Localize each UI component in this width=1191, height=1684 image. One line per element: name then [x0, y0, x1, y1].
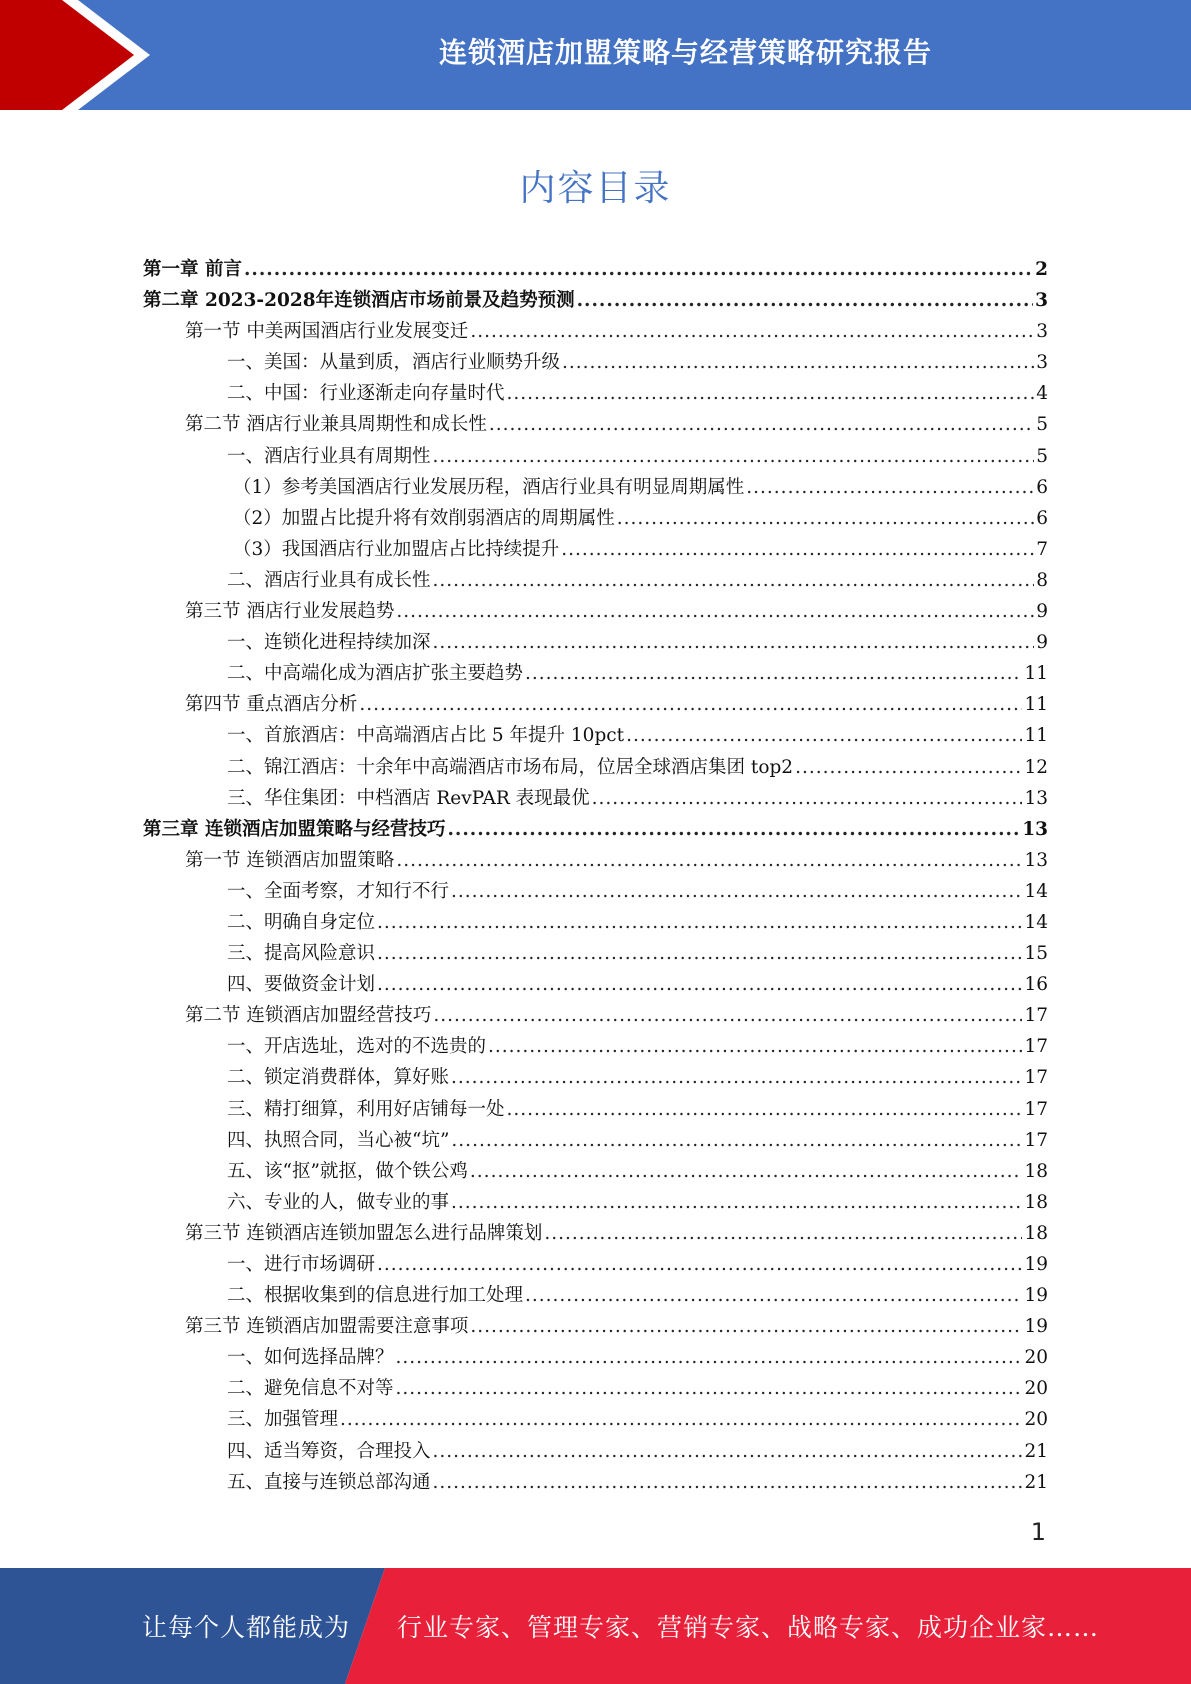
toc-entry-title: 三、精打细算，利用好店铺每一处 [227, 1098, 505, 1120]
toc-leader-dots [451, 1187, 1022, 1218]
toc-leader-dots [396, 845, 1022, 876]
toc-entry[interactable] [143, 285, 1048, 316]
toc-leader-dots [592, 783, 1023, 814]
toc-entry-page: 2 [1035, 259, 1048, 280]
toc-entry-title: 一、全面考察，才知行不行 [227, 880, 450, 902]
footer-banner [0, 1568, 1191, 1684]
toc-entry[interactable] [143, 316, 1048, 347]
toc-entry-title: 五、该“抠”就抠，做个铁公鸡 [227, 1160, 468, 1182]
toc-entry[interactable] [143, 1062, 1048, 1093]
toc-entry[interactable] [143, 503, 1048, 534]
toc-entry-title: 第三节 酒店行业发展趋势 [185, 601, 395, 623]
toc-entry-title: 第一节 中美两国酒店行业发展变迁 [185, 321, 469, 343]
toc-leader-dots [244, 254, 1033, 285]
toc-entry-title: （3）我国酒店行业加盟店占比持续提升 [233, 538, 560, 560]
toc-entry-page: 21 [1024, 1440, 1048, 1462]
toc-entry[interactable] [143, 1187, 1048, 1218]
toc-entry-page: 13 [1022, 818, 1048, 840]
toc-entry-title: 六、专业的人，做专业的事 [227, 1191, 450, 1213]
toc-entry-page: 8 [1036, 569, 1048, 591]
toc-leader-dots [377, 1249, 1022, 1280]
toc-entry-title: 第一节 连锁酒店加盟策略 [185, 849, 395, 871]
toc-entry-page: 18 [1024, 1222, 1048, 1244]
toc-leader-dots [377, 969, 1022, 1000]
toc-entry-page: 12 [1024, 756, 1048, 778]
toc-entry-page: 17 [1024, 1067, 1048, 1089]
toc-leader-dots [795, 752, 1022, 783]
toc-leader-dots [433, 1436, 1023, 1467]
toc-entry-page: 17 [1024, 1005, 1048, 1027]
toc-entry-page: 5 [1036, 414, 1048, 436]
toc-leader-dots [340, 1404, 1022, 1435]
toc-entry-page: 7 [1036, 538, 1048, 560]
toc-entry-title: 一、进行市场调研 [227, 1254, 376, 1275]
toc-entry-title: 二、明确自身定位 [227, 911, 376, 933]
toc-entry-page: 17 [1024, 1129, 1048, 1151]
toc-leader-dots [507, 1094, 1023, 1125]
toc-entry[interactable] [143, 627, 1048, 658]
toc-entry[interactable] [143, 254, 1048, 285]
toc-entry[interactable] [143, 876, 1048, 907]
footer-slogan-left: 让每个人都能成为 [142, 1613, 351, 1642]
header-banner [0, 0, 1191, 110]
toc-heading: 内容目录 [519, 168, 672, 209]
toc-entry-title: 第二章 2023-2028年连锁酒店市场前景及趋势预测 [143, 290, 575, 312]
toc-entry-title: 四、执照合同，当心被“坑” [227, 1129, 450, 1151]
toc-entry-title: 一、美国：从量到质，酒店行业顺势升级 [227, 352, 561, 374]
toc-entry-page: 15 [1024, 943, 1048, 965]
toc-leader-dots [396, 1373, 1023, 1404]
toc-entry-title: 第三节 连锁酒店连锁加盟怎么进行品牌策划 [185, 1222, 543, 1244]
toc-leader-dots [451, 1062, 1022, 1093]
toc-entry-page: 20 [1024, 1378, 1048, 1400]
toc-leader-dots [433, 441, 1035, 472]
toc-leader-dots [617, 503, 1034, 534]
toc-entry[interactable] [143, 720, 1048, 751]
toc-entry[interactable] [143, 1436, 1048, 1467]
toc-entry[interactable] [143, 752, 1048, 783]
toc-entry[interactable] [143, 1031, 1048, 1062]
toc-entry[interactable] [143, 1280, 1048, 1311]
toc-entry[interactable] [143, 907, 1048, 938]
toc-entry-title: 一、连锁化进程持续加深 [227, 632, 431, 654]
toc-leader-dots [396, 596, 1034, 627]
toc-entry-title: 第一章 前言 [143, 259, 242, 280]
toc-entry-title: 第二节 连锁酒店加盟经营技巧 [185, 1005, 432, 1027]
toc-entry-title: 四、适当筹资，合理投入 [227, 1440, 431, 1462]
toc-entry-title: 第四节 重点酒店分析 [185, 694, 358, 716]
toc-leader-dots [525, 1280, 1022, 1311]
toc-entry-page: 9 [1036, 601, 1048, 623]
toc-entry-title: 二、中国：行业逐渐走向存量时代 [227, 383, 505, 405]
toc-entry-title: 二、锁定消费群体，算好账 [227, 1067, 450, 1089]
toc-entry-page: 6 [1036, 476, 1048, 498]
toc-entry-title: 一、开店选址，选对的不选贵的 [227, 1036, 487, 1058]
toc-entry-title: 三、华住集团：中档酒店 RevPAR 表现最优 [227, 787, 590, 809]
toc-entry-page: 3 [1036, 352, 1048, 374]
toc-entry-page: 19 [1024, 1316, 1048, 1338]
toc-entry-page: 11 [1024, 725, 1048, 747]
toc-leader-dots [433, 565, 1035, 596]
toc-entry-title: 第三节 连锁酒店加盟需要注意事项 [185, 1316, 469, 1338]
toc-entry[interactable] [143, 534, 1048, 565]
toc-entry[interactable] [143, 472, 1048, 503]
toc-leader-dots [433, 1467, 1023, 1498]
toc-entry-title: （2）加盟占比提升将有效削弱酒店的周期属性 [233, 507, 615, 529]
toc-entry-title: 一、如何选择品牌？ [227, 1347, 394, 1369]
toc-entry-title: 五、直接与连锁总部沟通 [227, 1471, 431, 1493]
toc-entry[interactable] [143, 1094, 1048, 1125]
toc-entry[interactable] [143, 378, 1048, 409]
toc-entry[interactable] [143, 1467, 1048, 1498]
toc-entry[interactable] [143, 596, 1048, 627]
toc-entry-page: 13 [1024, 787, 1048, 809]
toc-entry[interactable] [143, 1000, 1048, 1031]
toc-entry[interactable] [143, 1218, 1048, 1249]
report-title: 连锁酒店加盟策略与经营策略研究报告 [438, 36, 932, 69]
toc-entry-title: 三、提高风险意识 [227, 943, 376, 965]
toc-leader-dots [451, 876, 1022, 907]
toc-leader-dots [626, 720, 1022, 751]
toc-entry[interactable] [143, 783, 1048, 814]
toc-entry-page: 17 [1024, 1098, 1048, 1120]
toc-entry-title: 第三章 连锁酒店加盟策略与经营技巧 [143, 818, 446, 840]
toc-entry-page: 9 [1036, 632, 1048, 654]
toc-entry-page: 4 [1036, 383, 1048, 405]
page-number: 1 [1030, 1518, 1046, 1546]
toc-entry-page: 19 [1024, 1254, 1048, 1275]
toc-entry-page: 14 [1024, 911, 1048, 933]
toc-entry[interactable] [143, 1125, 1048, 1156]
toc-entry-page: 19 [1024, 1285, 1048, 1307]
toc-entry[interactable] [143, 658, 1048, 689]
toc-leader-dots [451, 1125, 1022, 1156]
footer-slogan-right: 行业专家、管理专家、营销专家、战略专家、成功企业家…… [397, 1613, 1100, 1642]
toc-leader-dots [488, 1031, 1022, 1062]
toc-entry[interactable] [143, 441, 1048, 472]
toc-entry-page: 16 [1024, 974, 1048, 996]
toc-entry-title: （1）参考美国酒店行业发展历程，酒店行业具有明显周期属性 [233, 476, 745, 498]
toc-leader-dots [561, 534, 1034, 565]
toc-entry-page: 17 [1024, 1036, 1048, 1058]
toc-entry-page: 3 [1036, 321, 1048, 343]
toc-entry-page: 13 [1024, 849, 1048, 871]
toc-entry[interactable] [143, 938, 1048, 969]
toc-entry-page: 14 [1024, 880, 1048, 902]
toc-entry[interactable] [143, 845, 1048, 876]
toc-leader-dots [577, 285, 1034, 316]
toc-entry-page: 11 [1024, 694, 1048, 716]
toc-entry[interactable] [143, 1342, 1048, 1373]
toc-entry[interactable] [143, 565, 1048, 596]
toc-entry[interactable] [143, 1373, 1048, 1404]
table-of-contents [143, 254, 1048, 1498]
toc-leader-dots [470, 1311, 1022, 1342]
toc-leader-dots [359, 689, 1022, 720]
toc-entry[interactable] [143, 1249, 1048, 1280]
toc-leader-dots [433, 1000, 1022, 1031]
toc-leader-dots [470, 316, 1034, 347]
toc-entry-title: 二、锦江酒店：十余年中高端酒店市场布局，位居全球酒店集团 top2 [227, 756, 794, 778]
toc-leader-dots [544, 1218, 1022, 1249]
toc-entry[interactable] [143, 969, 1048, 1000]
toc-entry-title: 四、要做资金计划 [227, 974, 376, 996]
toc-leader-dots [377, 907, 1022, 938]
toc-entry-page: 5 [1036, 445, 1048, 467]
toc-entry[interactable] [143, 1404, 1048, 1435]
toc-entry-page: 3 [1035, 290, 1048, 312]
toc-entry-title: 一、首旅酒店：中高端酒店占比 5 年提升 10pct [227, 725, 625, 747]
toc-entry[interactable] [143, 1311, 1048, 1342]
toc-entry-page: 6 [1036, 507, 1048, 529]
toc-entry[interactable] [143, 409, 1048, 440]
toc-leader-dots [377, 938, 1022, 969]
toc-leader-dots [507, 378, 1035, 409]
toc-entry-title: 一、酒店行业具有周期性 [227, 445, 431, 467]
toc-entry-page: 18 [1024, 1160, 1048, 1182]
toc-leader-dots [433, 627, 1035, 658]
toc-leader-dots [525, 658, 1022, 689]
toc-leader-dots [396, 1342, 1023, 1373]
toc-entry-title: 二、酒店行业具有成长性 [227, 569, 431, 591]
toc-entry-title: 二、中高端化成为酒店扩张主要趋势 [227, 663, 524, 685]
toc-leader-dots [489, 409, 1034, 440]
toc-entry-page: 20 [1024, 1347, 1048, 1369]
toc-entry-title: 三、加强管理 [227, 1409, 339, 1431]
toc-entry-page: 11 [1024, 663, 1048, 685]
toc-entry[interactable] [143, 689, 1048, 720]
chevron-arrow-icon [0, 0, 160, 110]
toc-entry-title: 二、根据收集到的信息进行加工处理 [227, 1285, 524, 1307]
toc-entry-title: 二、避免信息不对等 [227, 1378, 394, 1400]
toc-leader-dots [447, 814, 1020, 845]
toc-entry-page: 21 [1024, 1471, 1048, 1493]
toc-entry-title: 第二节 酒店行业兼具周期性和成长性 [185, 414, 487, 436]
toc-leader-dots [562, 347, 1034, 378]
toc-entry[interactable] [143, 814, 1048, 845]
toc-entry[interactable] [143, 347, 1048, 378]
toc-leader-dots [470, 1156, 1023, 1187]
toc-entry-page: 18 [1024, 1191, 1048, 1213]
toc-entry-page: 20 [1024, 1409, 1048, 1431]
toc-entry[interactable] [143, 1156, 1048, 1187]
toc-leader-dots [746, 472, 1034, 503]
